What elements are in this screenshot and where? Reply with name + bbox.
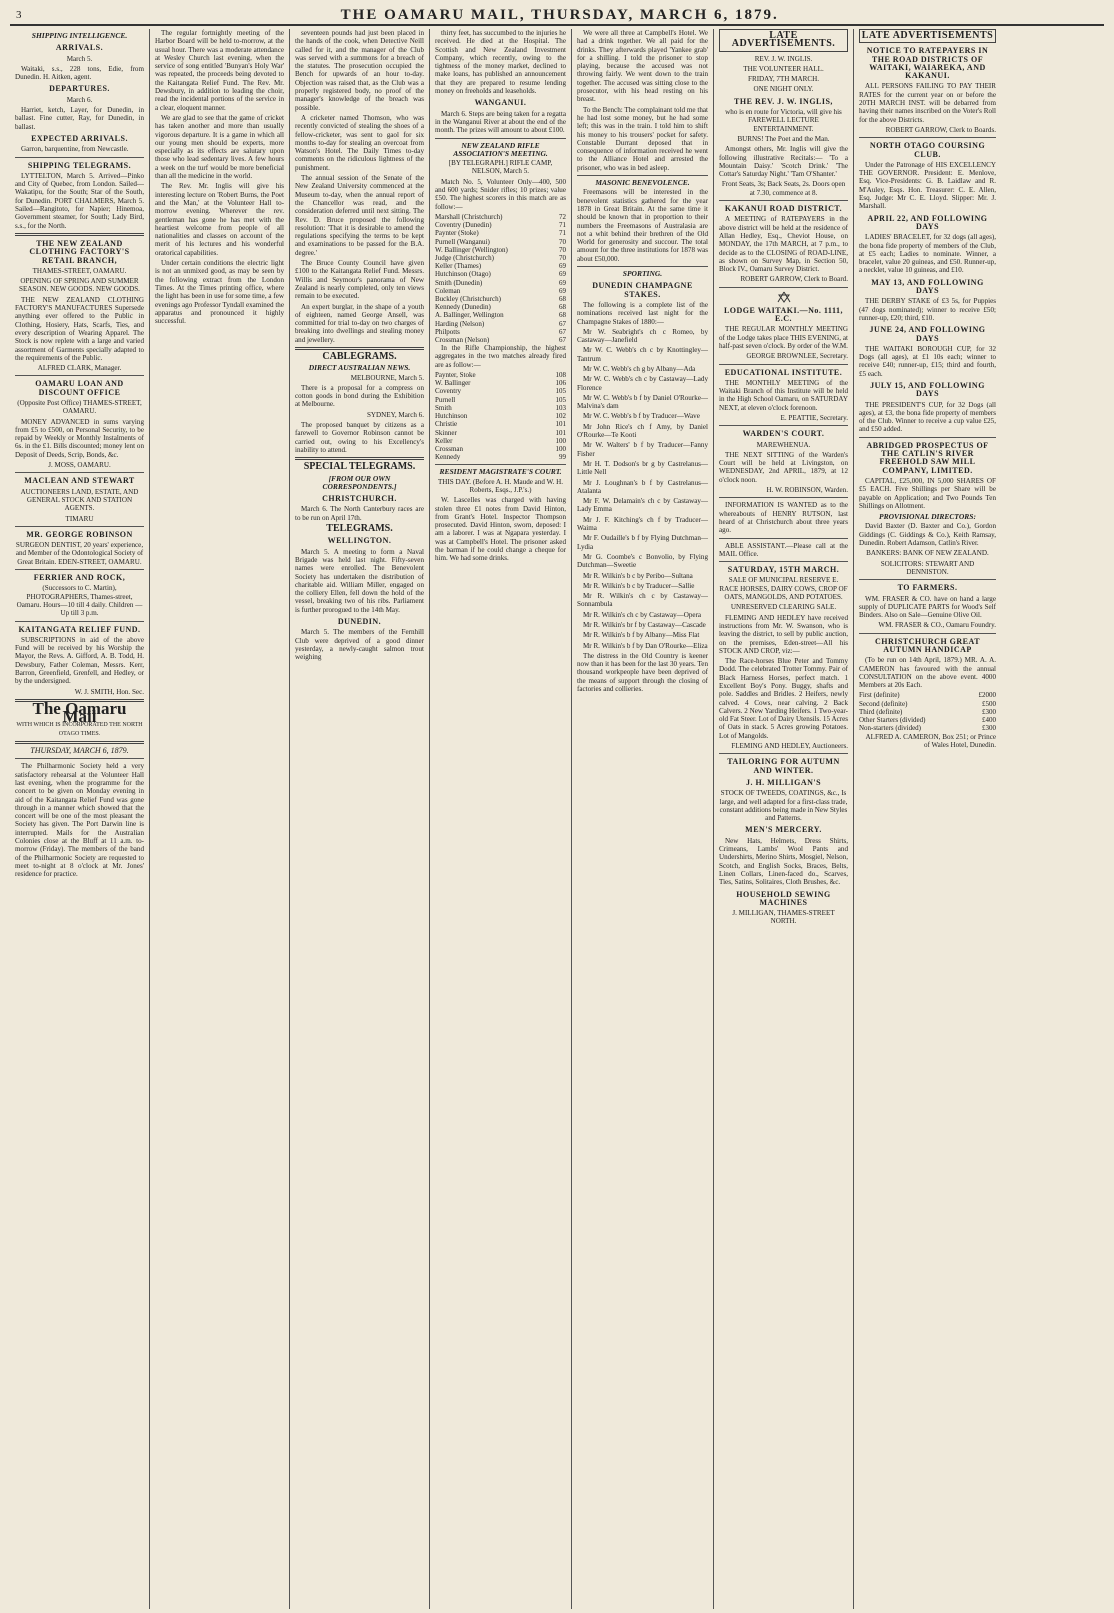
expected: Garron, barquentine, from Newcastle. [21, 145, 129, 154]
columns [10, 29, 1104, 1609]
relief-body: SUBSCRIPTIONS in aid of the above Fund will be received by his Worship the Mayor, the Revs. A. Gifford, A. B. Todd, H. Dewsbury, Father Coleman, Messrs. Kerr, Barron, Greenfield, Grenfell, and Hedley, or by the undersigned. [15, 635, 144, 686]
col2-body-2: We are glad to see that the game of cricket has taken another and more than usually vigorous departure. It is a game in which all our young men should be experts, more especially as its effects are salutary upon those who lead sedentary lives. A few hours a week on the turf would be more beneficial than all the medicine in the world. [155, 113, 284, 181]
column-7: LATE ADVERTISEMENTS NOTICE TO RATEPAYERS IN THE ROAD DISTRICTS OF WAITAKI, WAIAREKA, AND KAKANUI. ALL PERSONS FAILING TO PAY THEIR RATES for the current year on or before the 20TH MARCH INST. will be debarred from having their names inscribed on the Voter's Roll for the above Districts. ROBERT GARROW, Clerk to Boards. NORTH OTAGO COURSING CLUB. Under the Patronage of HIS EXCELLENCY THE GOVERNOR. President: E. Menlove, Esq. Vice-Presidents: G. B. Laidlaw and R. M'Auley, Esqs. Hon. Treasurer: C. E. Allen, Esq. Judge: Mr C. E. Lloyd. Slipper: Mr. J. Marshall. APRIL 22, AND FOLLOWING DAYS LADIES' BRACELET, for 32 dogs (all ages), the bona fide property of members of the Club, at £5 each; Ladies to nominate. Winner, a bracelet, value 20 guineas, and £50. Runner-up, a necklet, value 10 guineas, and £10. MAY 13, AND FOLLOWING DAYS THE DERBY STAKE of £3 5s, for Puppies (47 dogs nominated); winner to receive £50; runner-up, £20; third, £10. JUNE 24, AND FOLLOWING DAYS THE WAITAKI BOROUGH CUP, for 32 Dogs (all ages), at £1 10s each; winner to receive £40; runner-up, £15; third and fourth, £5 each. JULY 15, AND FOLLOWING DAYS THE PRESIDENT'S CUP, for 32 Dogs (all ages), at £3, the bona fide property of members of the Club. Winner to receive a cup value £25, and £50 added. ABRIDGED PROSPECTUS OF THE CATLIN'S RIVER FREEHOLD SAW MILL COMPANY, LIMITED. CAPITAL, £25,000, IN 5,000 SHARES OF £5 EACH. Five Shillings per Share will be payable on Application; and Two Pounds Ten Shillings on Allotment. PROVISIONAL DIRECTORS: David Baxter (D. Baxter and Co.), Gordon Giddings (C. Giddings & Co.), Keith Ramsay, Dunedin. Robert Adamson, Catlin's River. BANKERS: BANK OF NEW ZEALAND. SOLICITORS: STEWART AND DENNISTON. TO FARMERS. WM. FRASER & CO. have on hand a large supply of DUPLICATE PARTS for Wood's Self Binders. Also on Sale—Genuine Olive Oil. WM. FRASER & CO., Oamaru Foundry. CHRISTCHURCH GREAT AUTUMN HANDICAP (To be run on 14th April, 1879.) MR. A. A. CAMERON has favoured with the annual CONSULTATION on the above event. 4000 Members at 20s Each. First (definite) £2000 Second (definite) £500 Third (definite) £300 Other Starters (divided) £400 Non-starters (divided) £300 ALFRED A. CAMERON, Box 251; or Prince of Wales Hotel, Dunedin. [859, 30, 996, 749]
paper-title: The Oamaru Mail [32, 698, 127, 727]
table-row: Buckley (Christchurch) 68 [435, 294, 566, 303]
shipping-telegrams: LYTTELTON, March 5. Arrived—Pinko and City of Quebec, from London. Sailed—Wakatipu, for the South; Star of the South, for Dunedin. PORT CHALMERS, March 5. Sailed—Rangitoto, for Napier; Hinemoa, Government steamer, for South; Lady Bird, s.s., for the North. [15, 171, 144, 230]
table-row: Purnell (Wanganui) 70 [435, 237, 566, 246]
aggregate-scores-table [435, 371, 566, 461]
clothing-body: THE NEW ZEALAND CLOTHING FACTORY'S MANUFACTURES Supersede anything ever offered to the Public in Clothing, Hosiery, Hats, Scarfs, Ties, and every description of Wearing Apparel. The Stock is now replete with a large and varied assortment of Garments specially adapted to the requirements of the Public. [15, 295, 144, 362]
shipping-title: SHIPPING INTELLIGENCE. [31, 31, 128, 40]
table-row: Second (definite) £500 [859, 699, 996, 708]
col2-body-1: The regular fortnightly meeting of the Harbor Board will be held to-morrow, at the usual hour. There was a moderate attendance at Wesley Church last evening, when the service of song entitled 'Bunyan's Holy War' was repeated, the proceeds being devoted to the Kaitangata Relief Fund. The Rev. Mr. Dewsbury, in addition to leading the choir, read the incidental portions of the service in a clear, eloquent manner. [155, 29, 284, 112]
masonic-head: MASONIC BENEVOLENCE. [595, 178, 690, 188]
list-item: Mr W. C. Webb's ch c by Castaway—Lady Florence [577, 375, 708, 392]
editorial: The Philharmonic Society held a very satisfactory rehearsal at the Volunteer Hall last evening, when the programme for the concert to be given on Monday evening in aid of the Kaitangata Relief Fund was gone through in a manner which showed that the concert will be one of the most pleasant the Society has given. The Port Darwin line is interrupted. Mails for the Australian Colonies close at the Bluff at 11 a.m. to-morrow (Friday). The members of the band of the Philharmonic Society are requested to meet to-night at 8 o'clock at Mr. Jones' residence for practice. [15, 762, 144, 879]
rifle-head: NEW ZEALAND RIFLE ASSOCIATION'S MEETING. [453, 140, 548, 158]
col2-body-3: The Rev. Mr. Inglis will give his interesting lecture on 'Robert Burns, the Poet and the Man,' at the Volunteer Hall to-morrow evening. Wherever the rev. gentleman has gone he has met with the heartiest welcome from people of all nationalities and classes on account of the merit of his lectures and his wonderful oratorical capabilities. [155, 182, 284, 257]
list-item: Mr R. Wilkin's b f by Albany—Miss Flat [583, 631, 700, 640]
special-telegrams-head: SPECIAL TELEGRAMS. [303, 461, 416, 473]
list-item: Mr R. Wilkin's b c by Peribo—Sultana [583, 571, 693, 580]
masthead-title: THE OAMARU MAIL, THURSDAY, MARCH 6, 1879. [340, 6, 779, 23]
column-4: thirty feet, has succumbed to the injuries he received. He died at the Hospital. The Scottish and New Zealand Investment Company, which recently, owing to the tightness of the money market, declined to make loans, has published an announcement that they are prepared to resume lending money on freeholds and leaseholds. WANGANUI. March 6. Steps are being taken for a regatta in the Wanganui River at about the end of the month. The prizes will amount to about £100. NEW ZEALAND RIFLE ASSOCIATION'S MEETING. [BY TELEGRAPH.] RIFLE CAMP, NELSON, March 5. Match No. 5, Volunteer Only—400, 500 and 600 yards; Snider rifles; 10 prizes; value £50. The highest scorers in this match are as follow:— Marshall (Christchurch) 72 Coventry (Dunedin) 71 Paynter (Stoke) 71 Purnell (Wanganui) 70 W. Ballinger (Wellington) 70 Judge (Christchurch) 70 Keller (Thames) 69 Hutchinson (Otago) 69 Smith (Dunedin) 69 Coleman 69 Buckley (Christchurch) 68 Kennedy (Dunedin) 68 A. Ballinger, Wellington 68 Harding (Nelson) 67 Philpotts 67 Crossman (Nelson) 67 In the Rifle Championship, the highest aggregates in the two matches already fired are as follow:— Paynter, Stoke 108 W. Ballinger 106 Coventry 105 Purnell 105 Smith 103 Hutchinson 102 Christie 101 Skinner 101 Keller 100 Crossman 100 Kennedy 99 RESIDENT MAGISTRATE'S COURT. THIS DAY. (Before A. H. Maude and W. H. Roberts, Esqs., J.P.'s.) W. Lascelles was charged with having stolen three £1 notes from David Hinton, from Grant's Hotel. Inspector Thompson prosecuted. David Hinton, sworn, deposed: I am a laborer. I was at Ngapara yesterday. I was at Campbell's Hotel. The prisoner asked the barman if he could change a cheque for him. We had some drinks. [430, 29, 572, 1609]
masonic-emblem-icon [776, 291, 792, 303]
table-row: Smith 103 [435, 403, 566, 412]
rifle-scores-table [435, 213, 566, 344]
column-6: LATE ADVERTISEMENTS. REV. J. W. INGLIS. THE VOLUNTEER HALL. FRIDAY, 7TH MARCH. ONE NIGHT ONLY. THE REV. J. W. INGLIS, who is en route for Victoria, will give his FAREWELL LECTURE ENTERTAINMENT. BURNS! The Poet and the Man. Amongst others, Mr. Inglis will give the following illustrative Recitals:— 'To a Mountain Daisy.' 'Scotch Drink.' 'The Cottar's Saturday Night.' 'Tam O'Shanter.' Front Seats, 3s; Back Seats, 2s. Doors open at 7.30, commence at 8. KAKANUI ROAD DISTRICT. A MEETING of RATEPAYERS in the above district will be held at the residence of Allan Hedley, Esq., Cheviot House, on MONDAY, the 17th MARCH, at 7 p.m., to decide as to the CLOSING of ROAD-LINE, as shown on Survey Map, in Section 50, Block IV., Oamaru Survey District. ROBERT GARROW, Clerk to Board. LODGE WAITAKI.—No. 1111, E.C. THE REGULAR MONTHLY MEETING of the Lodge takes place THIS EVENING, at half-past seven o'clock. By order of the W.M. GEORGE BROWNLEE, Secretary. EDUCATIONAL INSTITUTE. THE MONTHLY MEETING of the Waitaki Branch of this Institute will be held in the High School Oamaru, on SATURDAY NEXT, at eleven o'clock forenoon. E. PEATTIE, Secretary. WARDEN'S COURT. MAREWHENUA. THE NEXT SITTING of the Warden's Court will be held at Livingston, on WEDNESDAY, 2nd APRIL, 1879, at 12 o'clock noon. H. W. ROBINSON, Warden. INFORMATION IS WANTED as to the whereabouts of HENRY RUTSON, last heard of at Christchurch about three years ago. ABLE ASSISTANT.—Please call at the MAIL Office. SATURDAY, 15TH MARCH. SALE OF MUNICIPAL RESERVE E. RACE HORSES, DAIRY COWS, CROP OF OATS, MANGOLDS, AND POTATOES. UNRESERVED CLEARING SALE. FLEMING AND HEDLEY have received instructions from Mr. W. Swanson, who is leaving the district, to sell by public auction, on the premises, Eden-street—All his STOCK AND CROP, viz:— The Race-horses Blue Peter and Tommy Dodd. The celebrated Trotter Tommy. Pair of Black Harness Horses, perfect match. 1 Excellent Boy's Pony. Buggy, shafts and pole. Saddles and Bridles. 2 Heifers, newly calved. 4 Cows, near calving. 2 Back Calvers. 2 New Yarding Heifers. 1 Two-year-old Fat Steer. Lot of Dairy Utensils. 15 Acres of Oats in stack. 5 Acres growing Potatoes. Lot of Mangolds. FLEMING AND HEDLEY, Auctioneers. TAILORING FOR AUTUMN AND WINTER. J. H. MILLIGAN'S STOCK OF TWEEDS, COATINGS, &c., Is large, and well adapted for a first-class trade, constant additions being made in New Styles and Patterns. MEN'S MERCERY. New Hats, Helmets, Dress Shirts, Crimeans, Lambs' Wool Pants and Undershirts, Merino Shirts, Mosgiel, Nelson, Scotch, and English Socks, Braces, Belts, Linen Collars, Linen-faced do., Scarves, Ties, Satins, Solitaires, Cloth Brushes, &c. HOUSEHOLD SEWING MACHINES J. MILLIGAN, THAMES-STREET NORTH. [714, 29, 854, 1609]
table-row: Hutchinson (Otago) 69 [435, 270, 566, 279]
clothing-opening: OPENING OF SPRING AND SUMMER SEASON. NEW GOODS. NEW GOODS. [19, 277, 140, 294]
table-row: W. Ballinger (Wellington) 70 [435, 245, 566, 254]
table-row: Harding (Nelson) 67 [435, 319, 566, 328]
relief-head: KAITANGATA RELIEF FUND. [18, 624, 141, 634]
arrivals-head: ARRIVALS. [55, 43, 104, 53]
column-1: SHIPPING INTELLIGENCE. ARRIVALS. March 5. Waitaki, s.s., 228 tons, Edie, from Dunedin. H. Aitken, agent. DEPARTURES. March 6. Harriet, ketch, Layer, for Dunedin, in ballast. Fine cutter, Ray, for Dunedin, in ballast. EXPECTED ARRIVALS. Garron, barquentine, from Newcastle. SHIPPING TELEGRAMS. LYTTELTON, March 5. Arrived—Pinko and City of Quebec, from London. Sailed—Wakatipu, for the South; Star of the South, for Dunedin. PORT CHALMERS, March 5. Sailed—Rangitoto, for Napier; Hinemoa, Government steamer, for South; Lady Bird, s.s., for the North. THE NEW ZEALAND CLOTHING FACTORY'S RETAIL BRANCH, THAMES-STREET, OAMARU. OPENING OF SPRING AND SUMMER SEASON. NEW GOODS. NEW GOODS. THE NEW ZEALAND CLOTHING FACTORY'S MANUFACTURES Supersede anything ever offered to the Public in Clothing, Hosiery, Hats, Scarfs, Ties, and every description of Wearing Apparel. The Stock is now replete with a large and varied assortment of Garments specially adapted to the requirements of the Public. ALFRED CLARK, Manager. OAMARU LOAN AND DISCOUNT OFFICE (Opposite Post Office) THAMES-STREET, OAMARU. MONEY ADVANCED in sums varying from £5 to £500, on Personal Security, to be repaid by Weekly or Monthly Instalments of 6s. in the £1. Bills discounted; money lent on Deposit of Deeds, Scrip, Bonds, &c. J. MOSS, OAMARU. MACLEAN AND STEWART AUCTIONEERS LAND, ESTATE, AND GENERAL STOCK AND STATION AGENTS. TIMARU MR. GEORGE ROBINSON SURGEON DENTIST, 20 years' experience, and Member of the Odontological Society of Great Britain. EDEN-STREET, OAMARU. FERRIER AND ROCK, (Successors to C. Martin), PHOTOGRAPHERS, Thames-street, Oamaru. Hours—10 till 4 daily. Children — Up till 3 p.m. KAITANGATA RELIEF FUND. SUBSCRIPTIONS in aid of the above Fund will be received by his Worship the Mayor, the Revs. A. Gifford, A. B. Todd, H. Dewsbury, Father Coleman, Messrs. Kerr, Barron, Greenfield, Grenfell, and Hedley, or by the undersigned. W. J. SMITH, Hon. Sec. The Oamaru Mail WITH WHICH IS INCORPORATED THE NORTH OTAGO TIMES. THURSDAY, MARCH 6, 1879. The Philharmonic Society held a very satisfactory rehearsal at the Volunteer Hall last evening, when the programme for the concert to be given on Monday evening in aid of the Kaitangata Relief Fund was gone through in a manner which showed that the concert will be one of the most pleasant the Society has given. The Port Darwin line is interrupted. Mails for the Australian Colonies close at the Bluff at 11 a.m. to-morrow (Friday). The members of the band of the Philharmonic Society are requested to meet to-night at 8 o'clock at Mr. Jones' residence for practice. [10, 29, 150, 1609]
expected-head: EXPECTED ARRIVALS. [31, 133, 128, 143]
table-row: Paynter, Stoke 108 [435, 371, 566, 380]
departures: Harriet, ketch, Layer, for Dunedin, in ballast. Fine cutter, Ray, for Dunedin, in ballast. [15, 106, 144, 131]
cablegrams-head: CABLEGRAMS. [322, 350, 397, 362]
table-row: Non-starters (divided) £300 [859, 724, 996, 733]
col2-body-4: Under certain conditions the electric light is not an unmixed good, as may be seen by the following extract from the London Times. At the Times printing office, where the light has been in use for some time, a few evenings ago Professor Tyndall examined the apparatus and pronounced it highly successful. [155, 259, 284, 326]
table-row: Crossman (Nelson) 67 [435, 335, 566, 344]
table-row: Kennedy (Dunedin) 68 [435, 303, 566, 312]
resident-head: RESIDENT MAGISTRATE'S COURT. [439, 467, 562, 477]
table-row: A. Ballinger, Wellington 68 [435, 311, 566, 320]
column-2 [150, 29, 290, 1609]
table-row: Coleman 69 [435, 286, 566, 295]
loan-head: OAMARU LOAN AND DISCOUNT OFFICE [35, 379, 124, 397]
column-3: seventeen pounds had just been placed in the hands of the cook, when Detective Neill called for it, and the manager of the Club was served with a summons for a breach of the statutes. The prosecution occupied the Bench for upwards of an hour to-day. Objection was raised that, as the Club was a properly registered body, no proof of the manager's knowledge of the breach was possible. A cricketer named Thomson, who was recently convicted of stealing the shoes of a fellow-cricketer, was sent to gaol for six months to-day for stealing an overcoat from Watson's Hotel. The Daily Times to-day comments on the ridiculous lightness of the punishment. The annual session of the Senate of the New Zealand University commenced at the Museum to-day, when the annual report of the Chancellor was read, and the consideration deferred until next sitting. The Rev. D. Bruce proposed the following resolution: 'That it is desirable to amend the regulations specifying the terms to be kept and examinations to be passed for the B.A. degree.' The Bruce County Council have given £100 to the Kaitangata Relief Fund. Messrs. Willis and Seymour's panorama of New Zealand is nearly completed, only ten views remain to be executed. An expert burglar, in the shape of a youth of eighteen, named George Ansell, was committed for trial to-day on two charges of breaking into dwellings and stealing money and jewellery. CABLEGRAMS. DIRECT AUSTRALIAN NEWS. MELBOURNE, March 5. There is a proposal for a compress on cotton goods in bond during the Exhibition at Melbourne. SYDNEY, March 6. The proposed banquet by citizens as a farewell to Governor Robinson cannot be carried out, owing to his Excellency's inability to attend. SPECIAL TELEGRAMS. [FROM OUR OWN CORRESPONDENTS.] CHRISTCHURCH. March 6. The North Canterbury races are to be run on April 17th. TELEGRAMS. WELLINGTON. March 5. A meeting to form a Naval Brigade was held last night. Fifty-seven names were enrolled. The Benevolent Society has undertaken the distribution of charitable aid. William Miller, engaged on the colliery Ellen, fell down the hold of the vessel, breaking two of his ribs. Parliament is further prorogued to the 14th May. DUNEDIN. March 5. The members of the Fernhill Club were deprived of a good dinner yesterday, a newly-caught salmon trout weighing [290, 29, 430, 1609]
list-item: Mr W. C. Webb's b f by Daniel O'Rourke—Malvina's dam [577, 393, 708, 411]
list-item: Mr W. C. Webb's b f by Traducer—Wave [583, 412, 700, 421]
list-item: Mr H. T. Dodson's br g by Castrelanus—Little Nell [577, 459, 708, 477]
list-item: Mr W. Walters' b f by Traducer—Fanny Fisher [577, 441, 708, 458]
table-row: Paynter (Stoke) 71 [435, 229, 566, 238]
list-item: Mr R. Wilkin's ch c by Castaway—Sonnambula [577, 592, 708, 609]
table-row: Coventry 105 [435, 387, 566, 396]
masthead [10, 6, 1104, 26]
list-item: Mr W. C. Webb's ch g by Albany—Ada [583, 364, 696, 373]
prize-table [859, 691, 996, 732]
paper-date: THURSDAY, MARCH 6, 1879. [30, 746, 129, 756]
table-row: Keller 100 [435, 436, 566, 445]
list-item: Mr J. F. Kitching's ch f by Traducer—Waima [577, 515, 708, 533]
shipping-telegrams-head: SHIPPING TELEGRAMS. [27, 160, 132, 170]
column-5: We were all three at Campbell's Hotel. We had a drink together. We all paid for the drinks. They afterwards played 'Yankee grab' for a shilling. I told the prisoner to stop playing, because the accused was not throwing fairly. We went down to the train together. The accused was sitting close to the prosecutor, with his head resting on his breast. To the Bench: The complainant told me that he had lost some money, but he had some left; this was in the train. I told him to shift his money to his trousers' pocket for safety. Constable Durrant deposed that in consequence of information received he went to the Alliance Hotel and arrested the prisoner, who was in bed asleep. MASONIC BENEVOLENCE. Freemasons will be interested in the benevolent statistics gathered for the year 1878 in Great Britain. At the same time it should be known that in proportion to their numbers the Freemasons of Australasia are not a whit behind their brethren of the Old World for generosity and succour. The total amount for the three institutions for 1878 was about £50,000. SPORTING. DUNEDIN CHAMPAGNE STAKES. The following is a complete list of the nominations received last night for the Champagne Stakes of 1880:— Mr W. Seabright's ch c Romeo, by Castaway—Janefield Mr W. C. Webb's ch c by Knottingley—Tantrum Mr W. C. Webb's ch g by Albany—Ada Mr W. C. Webb's ch c by Castaway—Lady Florence Mr W. C. Webb's b f by Daniel O'Rourke—Malvina's dam Mr W. C. Webb's b f by Traducer—Wave Mr John Rice's ch f Amy, by Daniel O'Rourke—Te Kooti Mr W. Walters' b f by Traducer—Fanny Fisher Mr H. T. Dodson's br g by Castrelanus—Little Nell Mr J. Loughnan's b f by Castrelanus—Atalanta Mr F. W. Delamain's ch c by Castaway—Lady Emma Mr J. F. Kitching's ch f by Traducer—Waima Mr F. Oudaille's b f by Flying Dutchman—Lydia Mr G. Coombe's c Bonvolio, by Flying Dutchman—Sweetie Mr R. Wilkin's b c by Peribo—Sultana Mr R. Wilkin's b c by Traducer—Sallie Mr R. Wilkin's ch c by Castaway—Sonnambula Mr R. Wilkin's ch c by Castaway—Opera Mr R. Wilkin's br f by Castaway—Cascade Mr R. Wilkin's b f by Albany—Miss Flat Mr R. Wilkin's b f by Dan O'Rourke—Eliza The distress in the Old Country is keener now than it has been for the last 30 years. Ten thousand workpeople have been deprived of the means of support through the closing of factories and collieries. [572, 29, 714, 1609]
photo-head: FERRIER AND ROCK, [33, 573, 126, 583]
list-item: Mr W. Seabright's ch c Romeo, by Castaway—Janefield [577, 327, 708, 345]
page-number: 3 [16, 9, 22, 21]
list-item: Mr R. Wilkin's br f by Castaway—Cascade [583, 621, 706, 629]
table-row: First (definite) £2000 [859, 691, 996, 700]
departures-head: DEPARTURES. [49, 84, 110, 94]
list-item: Mr R. Wilkin's b f by Dan O'Rourke—Eliza [583, 641, 708, 650]
list-item: Mr F. W. Delamain's ch c by Castaway—Lady Emma [577, 497, 708, 514]
table-row: Coventry (Dunedin) 71 [435, 221, 566, 230]
sporting-head: SPORTING. [622, 269, 663, 279]
table-row: Skinner 101 [435, 428, 566, 437]
table-row: Other Starters (divided) £400 [859, 716, 996, 725]
table-row: Keller (Thames) 69 [435, 262, 566, 271]
table-row: Christie 101 [435, 420, 566, 429]
clothing-head: THE NEW ZEALAND CLOTHING FACTORY'S RETAIL BRANCH, [29, 238, 130, 265]
list-item: Mr R. Wilkin's ch c by Castaway—Opera [583, 610, 702, 619]
table-row: Kennedy 99 [435, 453, 566, 462]
dentist-head: MR. GEORGE ROBINSON [26, 529, 133, 539]
table-row: Smith (Dunedin) 69 [435, 278, 566, 287]
table-row: Marshall (Christchurch) 72 [435, 212, 566, 221]
table-row: Judge (Christchurch) 70 [435, 253, 566, 262]
maclean-head: MACLEAN AND STEWART [24, 476, 135, 486]
list-item: Mr John Rice's ch f Amy, by Daniel O'Rourke—Te Kooti [577, 422, 708, 440]
table-row: Philpotts 67 [435, 327, 566, 336]
list-item: Mr R. Wilkin's b c by Traducer—Sallie [583, 581, 695, 590]
telegrams-head: TELEGRAMS. [326, 523, 393, 535]
nominations-list [577, 328, 708, 650]
table-row: Third (definite) £300 [859, 707, 996, 716]
list-item: Mr G. Coombe's c Bonvolio, by Flying Dutchman—Sweetie [577, 552, 708, 570]
table-row: Hutchinson 102 [435, 412, 566, 421]
list-item: Mr J. Loughnan's b f by Castrelanus—Atalanta [577, 478, 708, 495]
late-ads-head: LATE ADVERTISEMENTS. [719, 29, 848, 52]
arrivals: Waitaki, s.s., 228 tons, Edie, from Dunedin. H. Aitken, agent. [15, 64, 144, 82]
loan-body: MONEY ADVANCED in sums varying from £5 to £500, on Personal Security, to be repaid by Weekly or Monthly Instalments of 6s. in the £1. Bills discounted; money lent on Deposit of Deeds, Scrip, Bonds, &c. [15, 417, 144, 459]
table-row: Purnell 105 [435, 395, 566, 404]
list-item: Mr W. C. Webb's ch c by Knottingley—Tantrum [577, 346, 708, 363]
table-row: W. Ballinger 106 [435, 379, 566, 388]
list-item: Mr F. Oudaille's b f by Flying Dutchman—Lydia [577, 534, 708, 551]
table-row: Crossman 100 [435, 444, 566, 453]
